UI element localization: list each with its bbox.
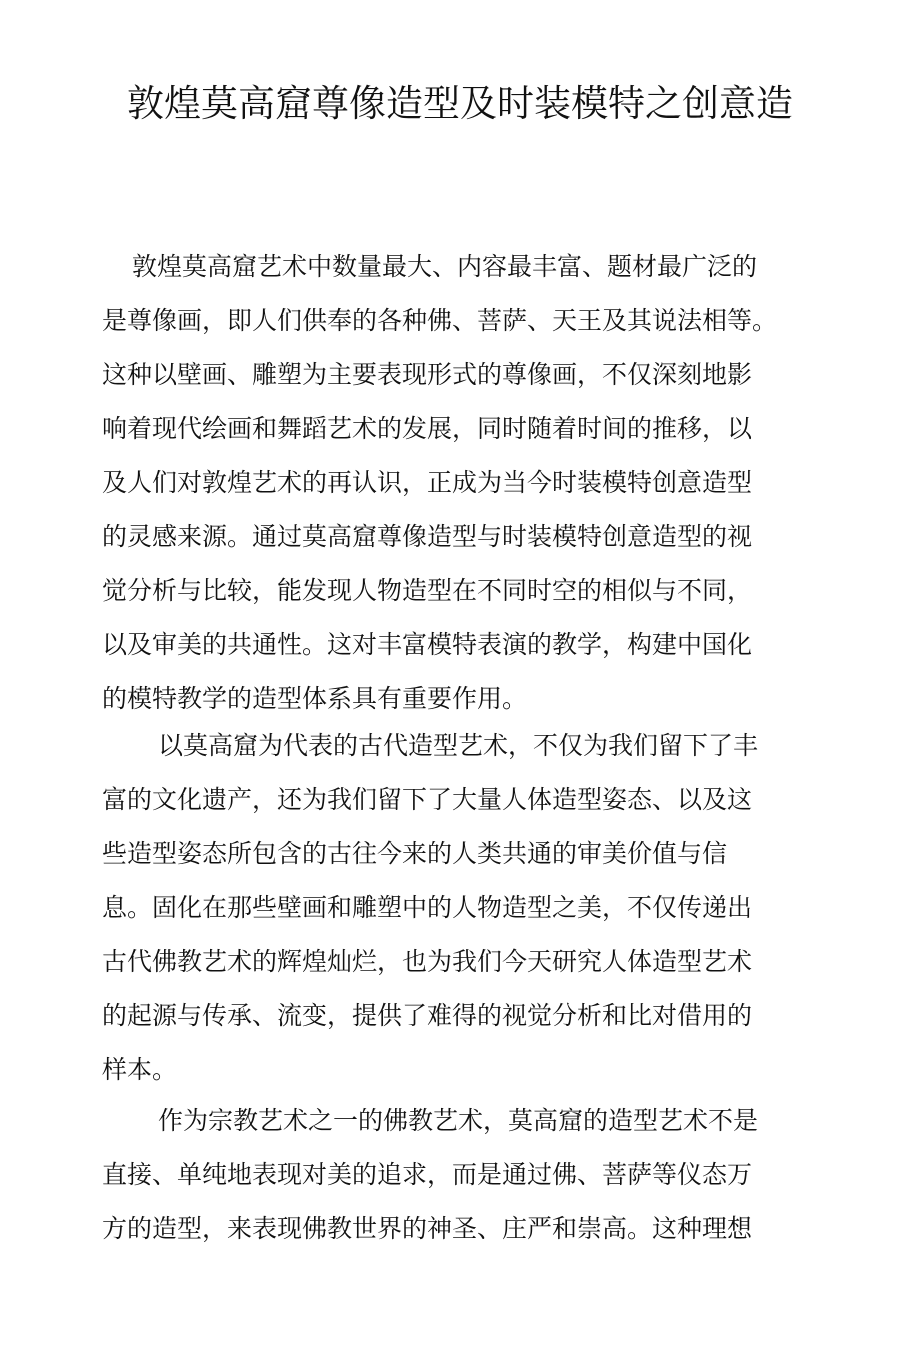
paragraph-3 (102, 1094, 792, 1256)
paragraph-line: 这种以壁画、雕塑为主要表现形式的尊像画，不仅深刻地影 (102, 360, 753, 389)
paragraph-line: 息。固化在那些壁画和雕塑中的人物造型之美，不仅传递出 (102, 893, 753, 922)
paragraph-line: 以莫高窟为代表的古代造型艺术，不仅为我们留下了丰 (158, 731, 759, 760)
paragraph-line: 及人们对敦煌艺术的再认识，正成为当今时装模特创意造型 (102, 468, 753, 497)
document-title: 敦煌莫高窟尊像造型及时装模特之创意造 (127, 82, 793, 125)
paragraph-line: 直接、单纯地表现对美的追求，而是通过佛、菩萨等仪态万 (102, 1160, 753, 1189)
paragraph-line: 觉分析与比较，能发现人物造型在不同时空的相似与不同， (102, 576, 753, 605)
paragraph-line: 古代佛教艺术的辉煌灿烂，也为我们今天研究人体造型艺术 (102, 947, 753, 976)
paragraph-line: 敦煌莫高窟艺术中数量最大、内容最丰富、题材最广泛的 (132, 252, 758, 281)
paragraph-line: 以及审美的共通性。这对丰富模特表演的教学，构建中国化 (102, 630, 753, 659)
paragraph-2 (102, 719, 792, 1097)
paragraph-line: 作为宗教艺术之一的佛教艺术，莫高窟的造型艺术不是 (158, 1106, 759, 1135)
paragraph-line: 的起源与传承、流变，提供了难得的视觉分析和比对借用的 (102, 1001, 753, 1030)
paragraph-line: 的灵感来源。通过莫高窟尊像造型与时装模特创意造型的视 (102, 522, 753, 551)
paragraph-line: 响着现代绘画和舞蹈艺术的发展，同时随着时间的推移，以 (102, 414, 753, 443)
paragraph-line: 富的文化遗产，还为我们留下了大量人体造型姿态、以及这 (102, 785, 753, 814)
paragraph-1 (102, 240, 792, 726)
paragraph-line: 是尊像画，即人们供奉的各种佛、菩萨、天王及其说法相等。 (102, 306, 778, 335)
paragraph-line: 的模特教学的造型体系具有重要作用。 (102, 684, 528, 713)
paragraph-line: 方的造型，来表现佛教世界的神圣、庄严和崇高。这种理想 (102, 1214, 753, 1243)
paragraph-line: 些造型姿态所包含的古往今来的人类共通的审美价值与信 (102, 839, 728, 868)
paragraph-line: 样本。 (102, 1055, 178, 1084)
